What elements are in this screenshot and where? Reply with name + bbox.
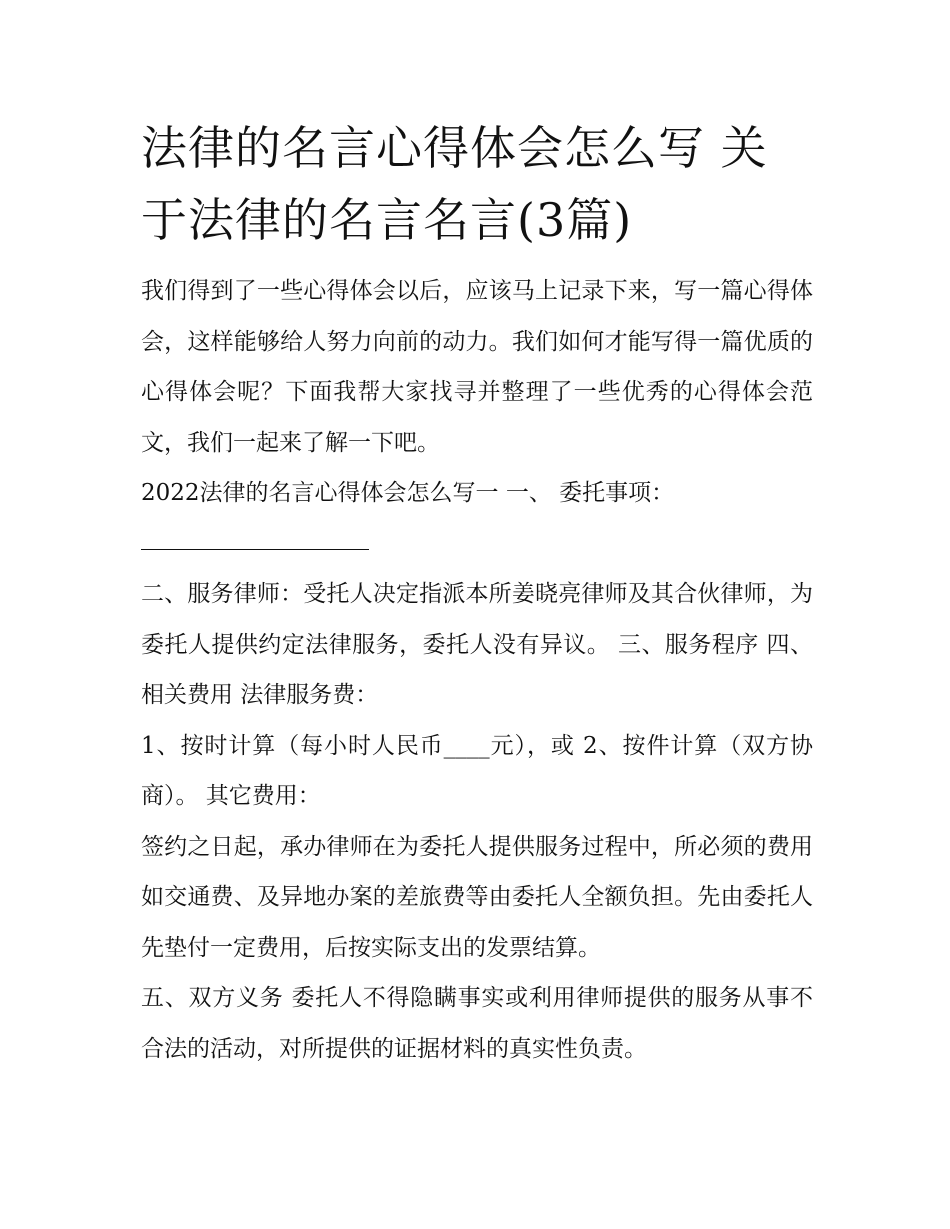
obligations-paragraph: 五、双方义务 委托人不得隐瞒事实或利用律师提供的服务从事不合法的活动，对所提供的证据材料的真实性负责。 [141,985,813,1062]
document-title: 法律的名言心得体会怎么写 关于法律的名言名言(3篇) [141,121,768,247]
fill-in-blank-line [141,519,813,570]
service-lawyer-paragraph: 二、服务律师：受托人决定指派本所姜晓亮律师及其合伙律师，为委托人提供约定法律服务，委托人没有异议。 三、服务程序 四、相关费用 法律服务费： [141,581,813,708]
fee-calculation-paragraph: 1、按时计算（每小时人民币____元），或 2、按件计算（双方协商）。 其它费用： [141,732,813,809]
intro-paragraph: 我们得到了一些心得体会以后，应该马上记录下来，写一篇心得体会，这样能够给人努力向前的动力。我们如何才能写得一篇优质的心得体会呢？下面我帮大家找寻并整理了一些优秀的心得体会范文，我们一起来了解一下吧。 [141,278,813,456]
document-page [141,112,813,1074]
expenses-paragraph: 签约之日起，承办律师在为委托人提供服务过程中，所必须的费用如交通费、及异地办案的差旅费等由委托人全额负担。先由委托人先垫付一定费用，后按实际支出的发票结算。 [141,833,813,961]
section-heading-paragraph: 2022法律的名言心得体会怎么写一 一、 委托事项： [141,480,675,506]
